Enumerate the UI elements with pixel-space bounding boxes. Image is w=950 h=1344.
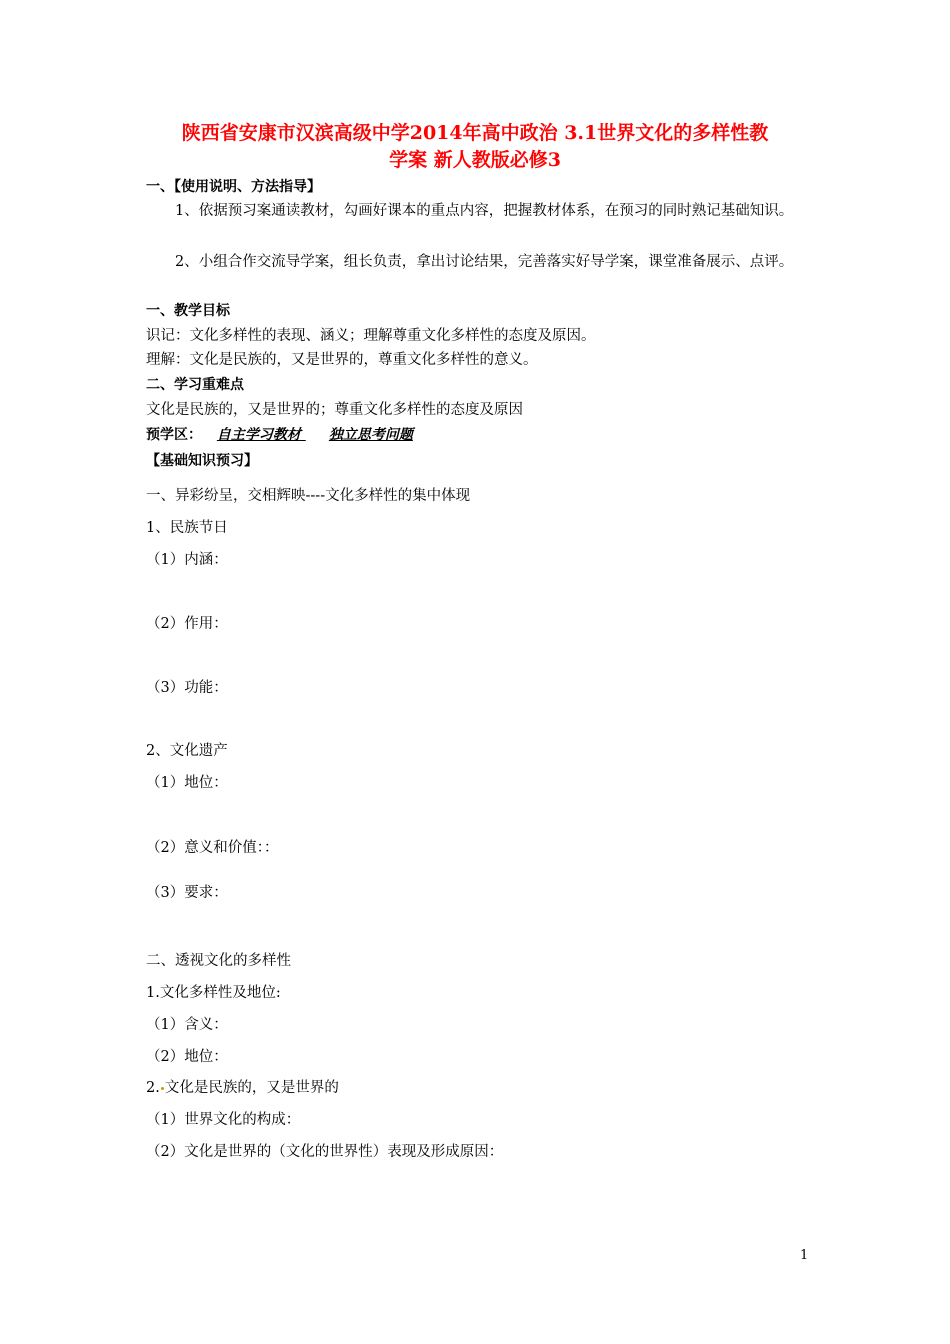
preview-underline-gap (301, 425, 329, 445)
preview-zone-line (146, 425, 413, 445)
part2-item2-composition: （1）世界文化的构成： (146, 1112, 301, 1128)
part2-item2-worldness: （2）文化是世界的（文化的世界性）表现及形成原因： (146, 1144, 504, 1160)
item2-status: （1）地位： (146, 775, 228, 791)
part2-item2-title-line (146, 1078, 339, 1098)
usage-paragraph-1: 1、依据预习案通读教材，勾画好课本的重点内容，把握教材体系，在预习的同时熟记基础知识。 (175, 203, 794, 219)
goal-item-2: 理解：文化是民族的，又是世界的，尊重文化多样性的意义。 (146, 352, 538, 368)
document-title-line-1: 陕西省安康市汉滨高级中学2014年高中政治 3.1世界文化的多样性教 (181, 122, 769, 144)
part2-item1-meaning: （1）含义： (146, 1017, 228, 1033)
preview-task-1: 自主学习教材 (216, 427, 301, 443)
section-usage-heading: 一、【使用说明、方法指导】 (146, 179, 321, 195)
key-points-text: 文化是民族的，又是世界的；尊重文化多样性的态度及原因 (146, 402, 523, 418)
item1-title: 1、民族节日 (146, 520, 228, 536)
stray-mark-dot (161, 1087, 164, 1090)
part2-item1-status: （2）地位： (146, 1049, 228, 1065)
part2-item2-title: 文化是民族的，又是世界的 (164, 1080, 339, 1096)
item1-role: （3）功能： (146, 680, 228, 696)
preview-task-2: 独立思考问题 (328, 427, 413, 443)
part1-title: 一、异彩纷呈，交相辉映----文化多样性的集中体现 (146, 488, 471, 504)
section-goals-heading: 一、教学目标 (146, 303, 230, 319)
goal-item-1: 识记：文化多样性的表现、涵义；理解尊重文化多样性的态度及原因。 (146, 328, 596, 344)
item2-requirement: （3）要求： (146, 885, 228, 901)
part2-item1-title: 1.文化多样性及地位: (146, 985, 281, 1001)
section-key-heading: 二、学习重难点 (146, 377, 244, 393)
item1-connotation: （1）内涵： (146, 552, 228, 568)
usage-paragraph-2: 2、小组合作交流导学案，组长负责，拿出讨论结果，完善落实好导学案，课堂准备展示、点评。 (175, 254, 794, 270)
preview-zone-label: 预学区： (146, 427, 202, 443)
item2-meaning: （2）意义和价值：： (146, 840, 279, 856)
part2-item2-number: 2. (146, 1080, 160, 1096)
document-title-line-2: 学案 新人教版必修3 (389, 149, 561, 171)
item1-function: （2）作用： (146, 616, 228, 632)
basic-preview-heading: 【基础知识预习】 (146, 453, 258, 469)
page-number: 1 (800, 1248, 809, 1263)
part2-title: 二、透视文化的多样性 (146, 953, 291, 969)
item2-title: 2、文化遗产 (146, 743, 228, 759)
